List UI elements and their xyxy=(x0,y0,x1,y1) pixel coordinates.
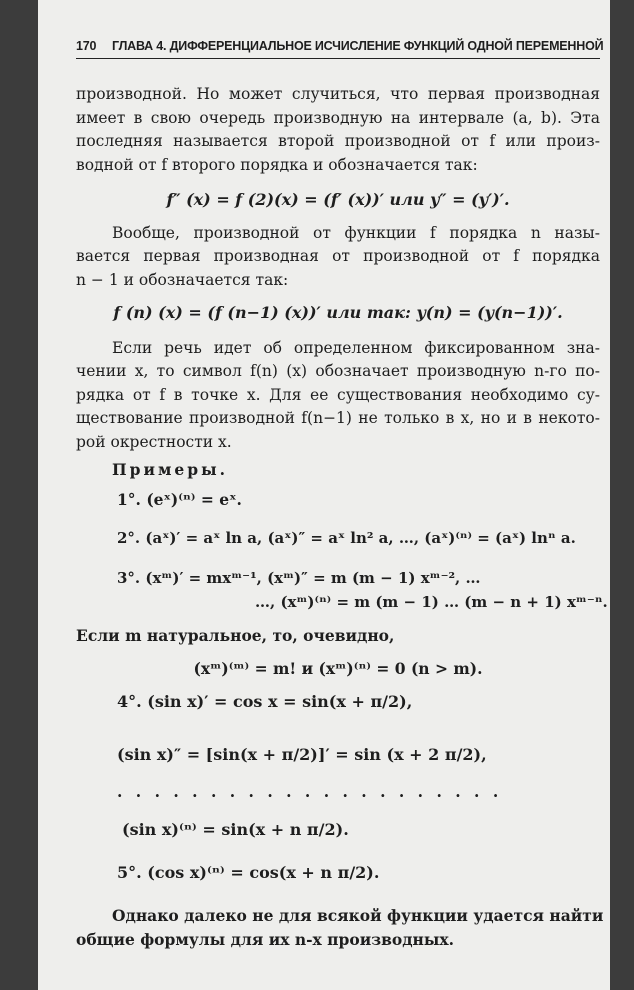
text-line: водной от f второго порядка и обозначается так: xyxy=(76,156,478,174)
text-line: рядка от f в точке x. Для ее существования необходимо су- xyxy=(76,386,600,404)
formula: f (n) (x) = (f (n−1) (x))′ или так: y(n) = (y(n−1))′. xyxy=(113,303,563,322)
text-line: последняя называется второй производной от f или произ- xyxy=(76,132,600,150)
text-line: общие формулы для их n-х производных. xyxy=(76,930,455,949)
text-line: n − 1 и обозначается так: xyxy=(76,271,289,289)
page-number: 170 xyxy=(76,39,97,53)
example-4-second: (sin x)″ = [sin(x + π/2)]′ = sin (x + 2 π/2), xyxy=(117,745,487,764)
text-line: Вообще, производной от функции f порядка n назы- xyxy=(112,224,600,242)
example-4: 4°. (sin x)′ = cos x = sin(x + π/2), xyxy=(117,692,413,711)
header-rule xyxy=(76,58,600,59)
text-line: ществование производной f(n−1) не только в x, но и в некото- xyxy=(76,409,600,427)
text-line: вается первая производная от производной от f порядка xyxy=(76,247,600,265)
text-line: Однако далеко не для всякой функции удается найти xyxy=(112,906,604,925)
example-4-nth: (sin x)⁽ⁿ⁾ = sin(x + n π/2). xyxy=(122,820,349,839)
formula: (xᵐ)⁽ᵐ⁾ = m! и (xᵐ)⁽ⁿ⁾ = 0 (n > m). xyxy=(193,659,483,678)
example-3: 3°. (xᵐ)′ = mxᵐ⁻¹, (xᵐ)″ = m (m − 1) xᵐ⁻², … xyxy=(117,569,481,587)
text-line: чении x, то символ f(n) (x) обозначает производную n-го по- xyxy=(76,362,600,380)
text-line: имеет в свою очередь производную на интервале (a, b). Эта xyxy=(76,109,600,127)
formula: f″ (x) = f (2)(x) = (f′ (x))′ или y″ = (y′)′. xyxy=(166,190,510,209)
example-3-cont: …, (xᵐ)⁽ⁿ⁾ = m (m − 1) … (m − n + 1) xᵐ⁻ⁿ. xyxy=(255,593,608,611)
example-1: 1°. (eˣ)⁽ⁿ⁾ = eˣ. xyxy=(117,490,242,509)
text-line: производной. Но может случиться, что первая производная xyxy=(76,85,600,103)
text-line: рой окрестности x. xyxy=(76,433,232,451)
dot-leader: . . . . . . . . . . . . . . . . . . . . . xyxy=(117,782,503,801)
example-5: 5°. (cos x)⁽ⁿ⁾ = cos(x + n π/2). xyxy=(117,863,380,882)
text-line: Если речь идет об определенном фиксированном зна- xyxy=(112,339,600,357)
examples-heading: Примеры. xyxy=(112,460,229,479)
chapter-title: ГЛАВА 4. ДИФФЕРЕНЦИАЛЬНОЕ ИСЧИСЛЕНИЕ ФУНКЦИЙ ОДНОЙ ПЕРЕМЕННОЙ xyxy=(112,39,604,53)
example-2: 2°. (aˣ)′ = aˣ ln a, (aˣ)″ = aˣ ln² a, …, (aˣ)⁽ⁿ⁾ = (aˣ) lnⁿ a. xyxy=(117,529,576,547)
text-line: Если m натуральное, то, очевидно, xyxy=(76,626,395,645)
